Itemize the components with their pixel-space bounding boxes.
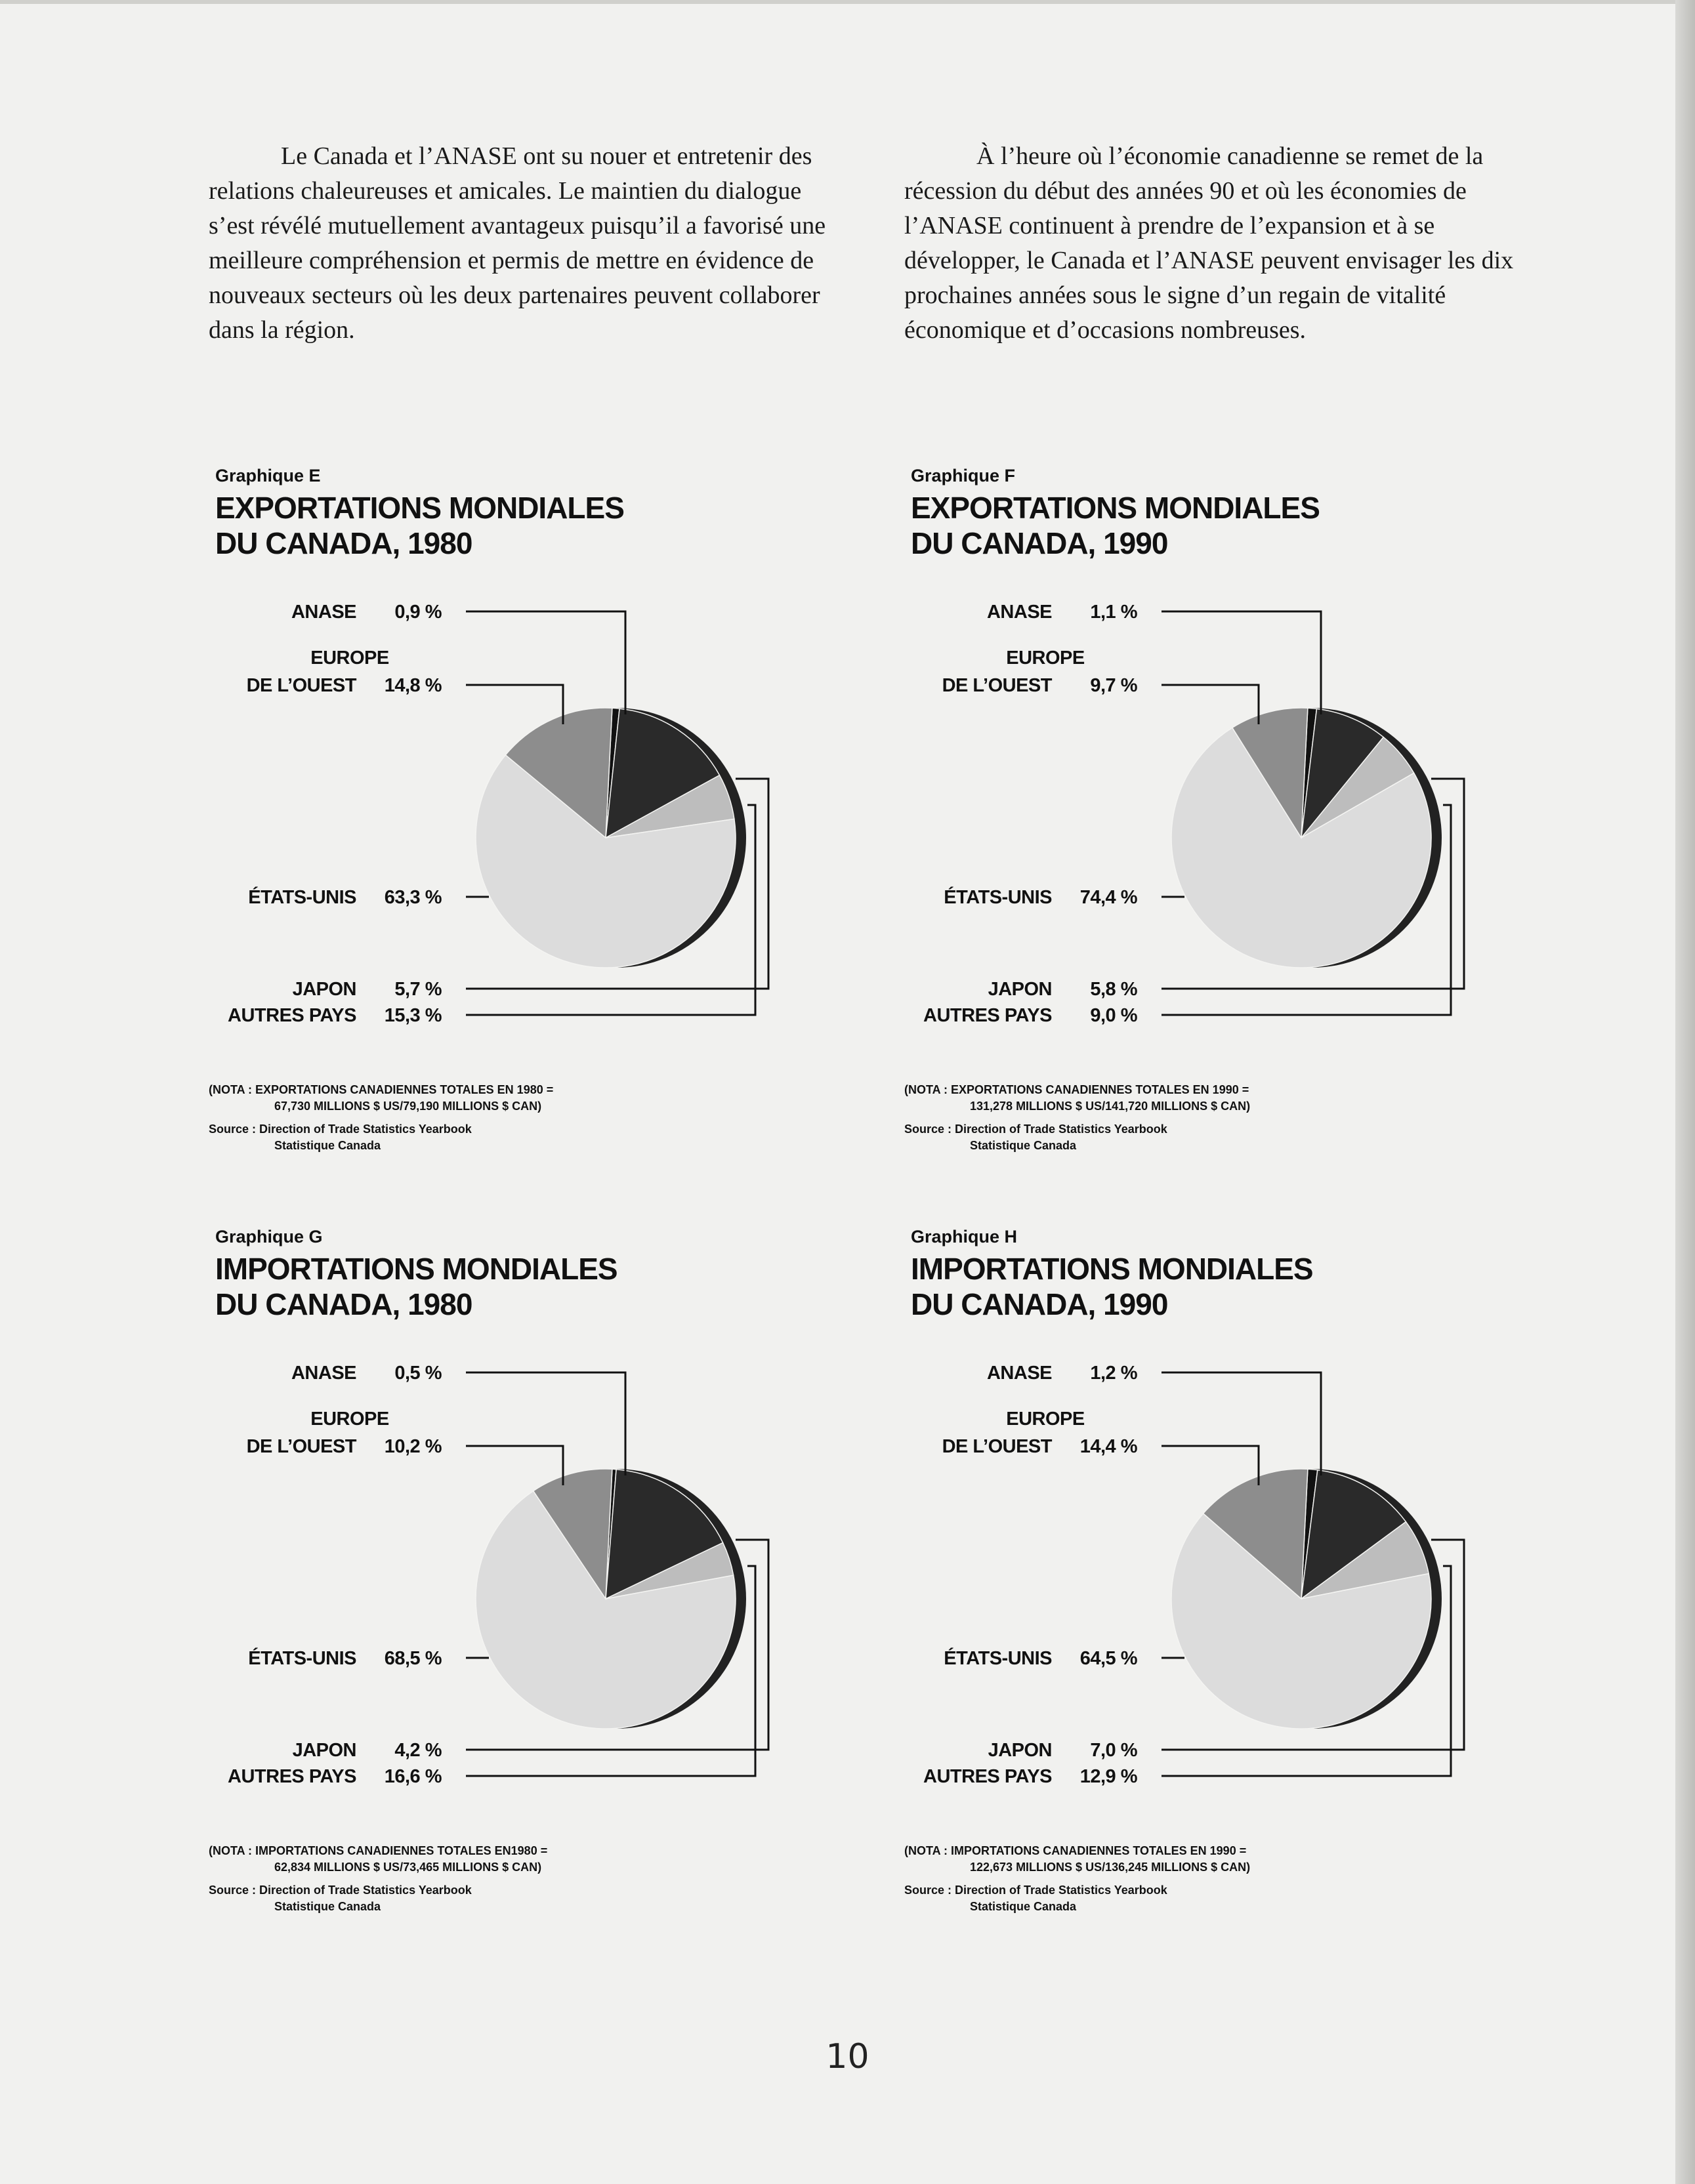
- chart-note-line-2: 67,730 MILLIONS $ US/79,190 MILLIONS $ CAN): [274, 1100, 542, 1113]
- slice-label-etats-unis: ÉTATS-UNIS: [248, 887, 356, 908]
- leader-line-anase: [466, 1372, 625, 1475]
- slice-label-anase: ANASE: [291, 602, 356, 623]
- chart-source-line-2: Statistique Canada: [274, 1900, 381, 1913]
- leader-line-anase: [466, 611, 625, 714]
- chart-source-line-1: Source : Direction of Trade Statistics Yearbook: [209, 1884, 472, 1897]
- leader-line-anase: [1161, 1372, 1321, 1475]
- chart-graphique-label: Graphique H: [911, 1227, 1018, 1247]
- intro-paragraph-left: Le Canada et l’ANASE ont su nouer et entretenir des relations chaleureuses et amicales. Le maintien du dialogue s’est révélé mutuellement avantageux puisqu’il a favorisé une meilleure compréhension et permis de mettre en évidence de nouveaux secteurs où les deux partenaires peuvent collaborer dans la région.: [209, 142, 826, 344]
- slice-label-etats-unis-value: 63,3 %: [384, 887, 442, 908]
- slice-label-europe-line-1: EUROPE: [310, 648, 389, 669]
- slice-label-autres-value: 15,3 %: [384, 1005, 442, 1026]
- slice-label-etats-unis-value: 64,5 %: [1079, 1648, 1137, 1669]
- chart-title-line-2: DU CANADA, 1980: [215, 526, 472, 560]
- slice-label-japon: JAPON: [988, 979, 1052, 1000]
- chart-title-line-1: IMPORTATIONS MONDIALES: [911, 1252, 1313, 1286]
- chart-graphique-label: Graphique E: [215, 466, 321, 485]
- chart-source-line-2: Statistique Canada: [970, 1900, 1077, 1913]
- chart-title-line-2: DU CANADA, 1990: [911, 526, 1168, 560]
- chart-note-line-2: 131,278 MILLIONS $ US/141,720 MILLIONS $ CAN): [970, 1100, 1251, 1113]
- chart-source-line-1: Source : Direction of Trade Statistics Yearbook: [904, 1123, 1167, 1136]
- chart-graphique-h: [904, 1228, 1626, 1950]
- chart-note-line-2: 62,834 MILLIONS $ US/73,465 MILLIONS $ CAN): [274, 1861, 542, 1874]
- chart-source-line-1: Source : Direction of Trade Statistics Yearbook: [209, 1123, 472, 1136]
- slice-label-japon-value: 7,0 %: [1090, 1740, 1137, 1761]
- slice-label-autres: AUTRES PAYS: [228, 1766, 356, 1787]
- slice-label-etats-unis: ÉTATS-UNIS: [944, 1648, 1052, 1669]
- leader-line-europe: [1161, 685, 1259, 724]
- slice-label-europe-value: 14,8 %: [384, 675, 442, 696]
- slice-label-europe-line-1: EUROPE: [1006, 648, 1085, 669]
- chart-note-line-1: (NOTA : IMPORTATIONS CANADIENNES TOTALES EN 1990 =: [904, 1844, 1247, 1857]
- slice-label-autres-value: 9,0 %: [1090, 1005, 1137, 1026]
- chart-title-line-2: DU CANADA, 1990: [911, 1287, 1168, 1321]
- slice-label-etats-unis: ÉTATS-UNIS: [944, 887, 1052, 908]
- page-top-edge: [0, 0, 1695, 4]
- chart-graphique-e: [209, 467, 931, 1189]
- slice-label-etats-unis-value: 68,5 %: [384, 1648, 442, 1669]
- slice-label-europe-line-2: DE L’OUEST: [246, 1436, 356, 1457]
- slice-label-autres: AUTRES PAYS: [923, 1766, 1052, 1787]
- leader-line-europe: [1161, 1446, 1259, 1485]
- slice-label-anase-value: 1,1 %: [1090, 602, 1137, 623]
- chart-title-line-1: EXPORTATIONS MONDIALES: [911, 491, 1320, 525]
- chart-title-line-1: EXPORTATIONS MONDIALES: [215, 491, 624, 525]
- chart-note-line-1: (NOTA : EXPORTATIONS CANADIENNES TOTALES EN 1990 =: [904, 1083, 1249, 1096]
- slice-label-europe-line-1: EUROPE: [310, 1409, 389, 1430]
- slice-label-europe-value: 14,4 %: [1079, 1436, 1137, 1457]
- chart-note-line-1: (NOTA : EXPORTATIONS CANADIENNES TOTALES EN 1980 =: [209, 1083, 554, 1096]
- slice-label-anase-value: 0,9 %: [394, 602, 442, 623]
- slice-label-europe-value: 9,7 %: [1090, 675, 1137, 696]
- slice-label-autres: AUTRES PAYS: [923, 1005, 1052, 1026]
- page-number: 10: [826, 2037, 869, 2076]
- slice-label-anase: ANASE: [291, 1363, 356, 1384]
- chart-title-line-2: DU CANADA, 1980: [215, 1287, 472, 1321]
- slice-label-autres-value: 12,9 %: [1079, 1766, 1137, 1787]
- slice-label-europe-line-2: DE L’OUEST: [942, 675, 1052, 696]
- leader-line-anase: [1161, 611, 1321, 714]
- chart-graphique-label: Graphique F: [911, 466, 1016, 485]
- chart-svg: [904, 1228, 1626, 1950]
- slice-label-japon-value: 4,2 %: [394, 1740, 442, 1761]
- chart-source-line-1: Source : Direction of Trade Statistics Yearbook: [904, 1884, 1167, 1897]
- slice-label-japon: JAPON: [292, 979, 356, 1000]
- leader-line-europe: [466, 685, 563, 724]
- chart-svg: [904, 467, 1626, 1189]
- leader-line-europe: [466, 1446, 563, 1485]
- intro-paragraph-right: À l’heure où l’économie canadienne se remet de la récession du début des années 90 et où les économies de l’ANASE continuent à prendre de l’expansion et à se développer, le Canada et l’ANASE peuvent envisager les dix prochaines années sous le signe d’un regain de vitalité économique et d’occasions nombreuses.: [904, 142, 1514, 344]
- slice-label-europe-line-2: DE L’OUEST: [942, 1436, 1052, 1457]
- chart-title-line-1: IMPORTATIONS MONDIALES: [215, 1252, 617, 1286]
- slice-label-japon-value: 5,7 %: [394, 979, 442, 1000]
- slice-label-europe-value: 10,2 %: [384, 1436, 442, 1457]
- slice-label-japon: JAPON: [988, 1740, 1052, 1761]
- chart-note-line-1: (NOTA : IMPORTATIONS CANADIENNES TOTALES EN1980 =: [209, 1844, 548, 1857]
- chart-source-line-2: Statistique Canada: [970, 1139, 1077, 1152]
- slice-label-anase: ANASE: [986, 1363, 1052, 1384]
- chart-source-line-2: Statistique Canada: [274, 1139, 381, 1152]
- slice-label-anase: ANASE: [986, 602, 1052, 623]
- slice-label-autres-value: 16,6 %: [384, 1766, 442, 1787]
- slice-label-etats-unis: ÉTATS-UNIS: [248, 1648, 356, 1669]
- slice-label-autres: AUTRES PAYS: [228, 1005, 356, 1026]
- chart-note-line-2: 122,673 MILLIONS $ US/136,245 MILLIONS $ CAN): [970, 1861, 1251, 1874]
- slice-label-europe-line-2: DE L’OUEST: [246, 675, 356, 696]
- slice-label-etats-unis-value: 74,4 %: [1079, 887, 1137, 908]
- slice-label-japon: JAPON: [292, 1740, 356, 1761]
- slice-label-japon-value: 5,8 %: [1090, 979, 1137, 1000]
- slice-label-anase-value: 1,2 %: [1090, 1363, 1137, 1384]
- chart-graphique-g: [209, 1228, 931, 1950]
- chart-graphique-label: Graphique G: [215, 1227, 323, 1247]
- page-right-edge: [1675, 0, 1695, 2184]
- chart-graphique-f: [904, 467, 1626, 1189]
- chart-svg: [209, 1228, 931, 1950]
- slice-label-europe-line-1: EUROPE: [1006, 1409, 1085, 1430]
- slice-label-anase-value: 0,5 %: [394, 1363, 442, 1384]
- chart-svg: [209, 467, 931, 1189]
